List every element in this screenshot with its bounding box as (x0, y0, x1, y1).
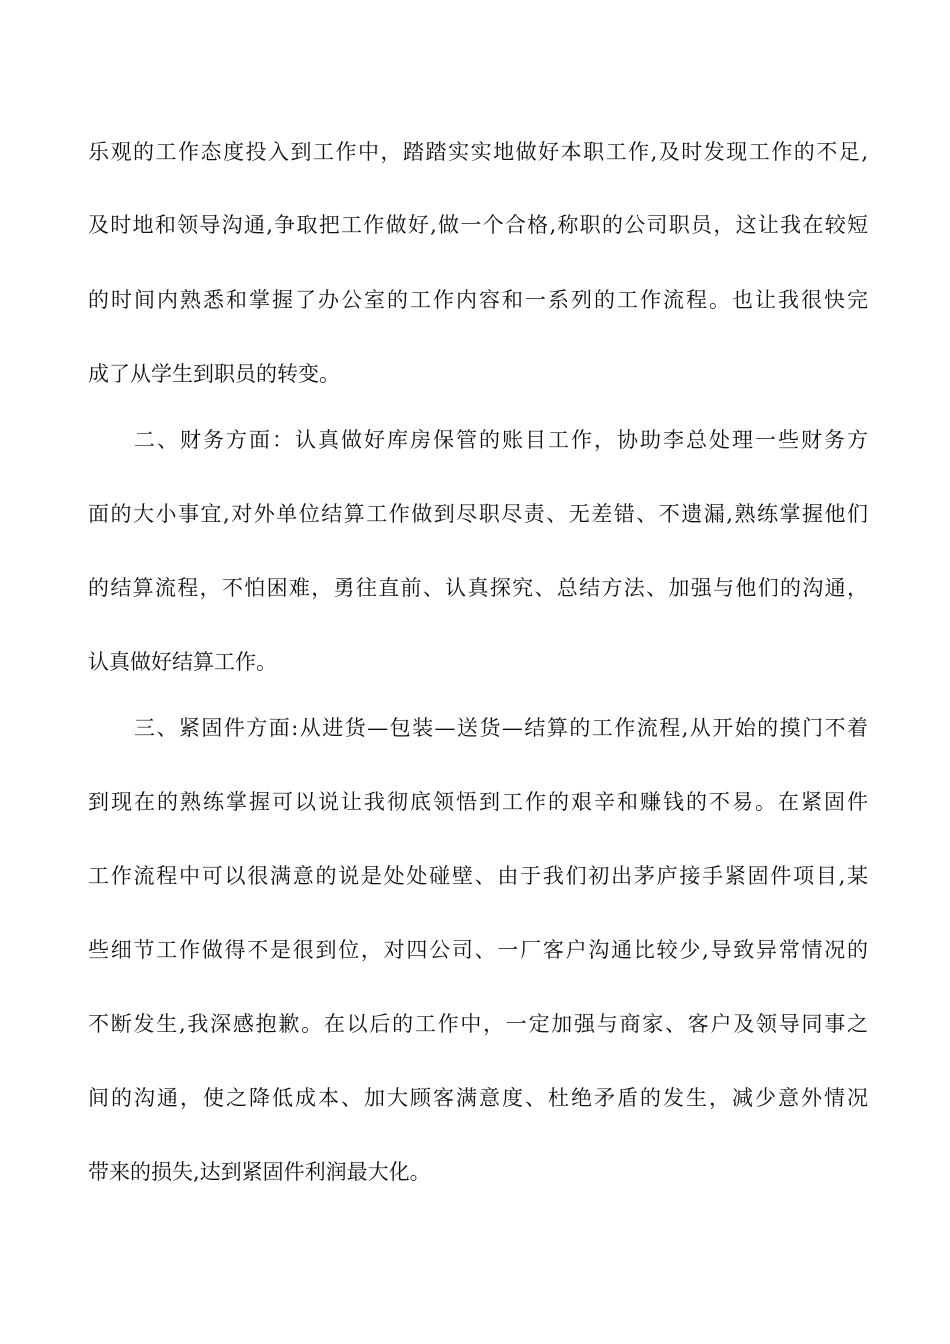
text-line: 到现在的熟练掌握可以说让我彻底领悟到工作的艰辛和赚钱的不易。在紧固件 (88, 790, 868, 814)
text-line: 不断发生,我深感抱歉。在以后的工作中，一定加强与商家、客户及领导同事之 (88, 1012, 868, 1036)
text-line: 工作流程中可以很满意的说是处处碰壁、由于我们初出茅庐接手紧固件项目,某 (88, 864, 868, 888)
text-line: 的时间内熟悉和掌握了办公室的工作内容和一系列的工作流程。也让我很快完 (88, 288, 868, 312)
text-line: 认真做好结算工作。 (88, 650, 277, 674)
text-line: 成了从学生到职员的转变。 (88, 362, 340, 386)
text-line: 面的大小事宜,对外单位结算工作做到尽职尽责、无差错、不遗漏,熟练掌握他们 (88, 502, 868, 526)
text-line: 及时地和领导沟通,争取把工作做好,做一个合格,称职的公司职员，这让我在较短 (88, 213, 868, 237)
text-line: 三、紧固件方面:从进货—包装—送货—结算的工作流程,从开始的摸门不着 (134, 716, 868, 740)
text-line: 的结算流程，不怕困难，勇往直前、认真探究、总结方法、加强与他们的沟通， (88, 576, 868, 600)
text-line: 二、财务方面：认真做好库房保管的账目工作，协助李总处理一些财务方 (134, 428, 868, 452)
text-line: 些细节工作做得不是很到位，对四公司、一厂客户沟通比较少,导致异常情况的 (88, 938, 868, 962)
text-line: 乐观的工作态度投入到工作中，踏踏实实地做好本职工作,及时发现工作的不足, (88, 140, 868, 164)
text-line: 间的沟通，使之降低成本、加大顾客满意度、杜绝矛盾的发生，减少意外情况 (88, 1086, 868, 1110)
text-line: 带来的损失,达到紧固件利润最大化。 (88, 1160, 431, 1184)
